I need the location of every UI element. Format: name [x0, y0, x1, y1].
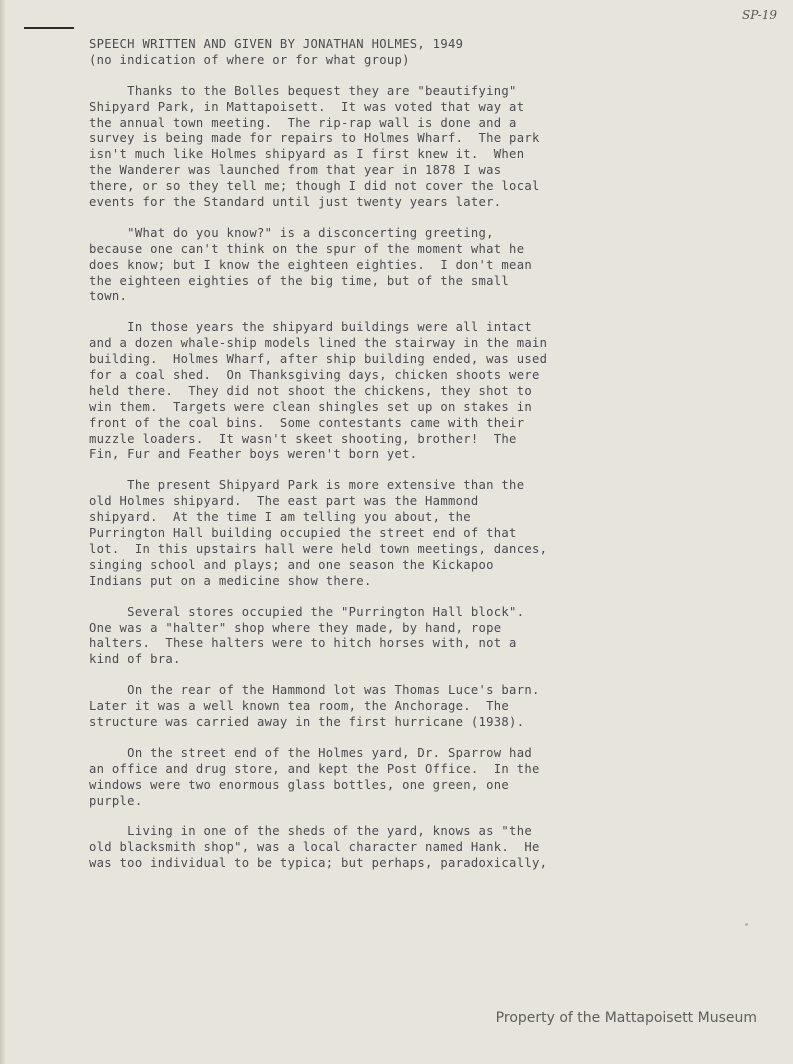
text-line: Later it was a well known tea room, the Anchorage. The [89, 699, 510, 714]
paragraph [89, 824, 699, 872]
paragraph [89, 605, 699, 669]
text-line: shipyard. At the time I am telling you about, the [89, 510, 471, 525]
text-line: Indians put on a medicine show there. [89, 573, 372, 588]
text-line: Several stores occupied the "Purrington Hall block". [89, 604, 525, 619]
text-line: the Wanderer was launched from that year in 1878 I was [89, 163, 502, 178]
text-line: does know; but I know the eighteen eighties. I don't mean [89, 257, 532, 272]
text-line: old blacksmith shop", was a local character named Hank. He [89, 840, 540, 855]
text-line: events for the Standard until just twenty years later. [89, 195, 502, 210]
top-rule-mark [24, 27, 74, 29]
subtitle-line: (no indication of where or for what group) [89, 52, 410, 67]
text-line: Shipyard Park, in Mattapoisett. It was voted that way at [89, 99, 525, 114]
text-line: "What do you know?" is a disconcerting greeting, [89, 225, 494, 240]
text-line: an office and drug store, and kept the Post Office. In the [89, 761, 540, 776]
text-line: town. [89, 289, 128, 304]
text-line: was too individual to be typica; but perhaps, paradoxically, [89, 856, 548, 871]
text-line: The present Shipyard Park is more extensive than the [89, 478, 525, 493]
document-body [89, 37, 699, 887]
text-line: isn't much like Holmes shipyard as I first knew it. When [89, 147, 525, 162]
text-line: building. Holmes Wharf, after ship building ended, was used [89, 352, 548, 367]
text-line: win them. Targets were clean shingles set up on stakes in [89, 399, 532, 414]
title-block [89, 37, 699, 69]
text-line: halters. These halters were to hitch horses with, not a [89, 636, 517, 651]
page-edge-shadow [0, 0, 6, 1064]
text-line: for a coal shed. On Thanksgiving days, chicken shoots were [89, 368, 540, 383]
text-line: purple. [89, 793, 143, 808]
text-line: muzzle loaders. It wasn't skeet shooting, brother! The [89, 431, 517, 446]
paragraphs [89, 84, 699, 872]
paper-speck [745, 923, 748, 926]
text-line: there, or so they tell me; though I did not cover the local [89, 179, 540, 194]
text-line: held there. They did not shoot the chickens, they shot to [89, 383, 532, 398]
text-line: Purrington Hall building occupied the street end of that [89, 526, 517, 541]
text-line: In those years the shipyard buildings were all intact [89, 320, 532, 335]
paragraph [89, 683, 699, 731]
text-line: Fin, Fur and Feather boys weren't born yet. [89, 447, 418, 462]
text-line: structure was carried away in the first hurricane (1938). [89, 714, 525, 729]
text-line: Thanks to the Bolles bequest they are "beautifying" [89, 83, 517, 98]
text-line: Living in one of the sheds of the yard, knows as "the [89, 824, 532, 839]
text-line: On the street end of the Holmes yard, Dr. Sparrow had [89, 745, 532, 760]
paragraph [89, 478, 699, 589]
text-line: kind of bra. [89, 652, 181, 667]
text-line: because one can't think on the spur of the moment what he [89, 241, 525, 256]
paragraph [89, 320, 699, 463]
text-line: the eighteen eighties of the big time, but of the small [89, 273, 510, 288]
text-line: On the rear of the Hammond lot was Thomas Luce's barn. [89, 683, 540, 698]
text-line: windows were two enormous glass bottles, one green, one [89, 777, 510, 792]
text-line: old Holmes shipyard. The east part was the Hammond [89, 494, 479, 509]
paragraph [89, 226, 699, 305]
museum-watermark: Property of the Mattapoisett Museum [495, 1010, 757, 1026]
paragraph [89, 84, 699, 211]
title-line: SPEECH WRITTEN AND GIVEN BY JONATHAN HOLMES, 1949 [89, 37, 464, 51]
text-line: front of the coal bins. Some contestants came with their [89, 415, 525, 430]
page-code: SP-19 [742, 8, 777, 22]
text-line: lot. In this upstairs hall were held town meetings, dances, [89, 541, 548, 556]
text-line: the annual town meeting. The rip-rap wall is done and a [89, 115, 517, 130]
paragraph [89, 746, 699, 810]
text-line: survey is being made for repairs to Holmes Wharf. The park [89, 131, 540, 146]
text-line: One was a "halter" shop where they made, by hand, rope [89, 620, 502, 635]
text-line: and a dozen whale-ship models lined the stairway in the main [89, 336, 548, 351]
text-line: singing school and plays; and one season the Kickapoo [89, 557, 494, 572]
